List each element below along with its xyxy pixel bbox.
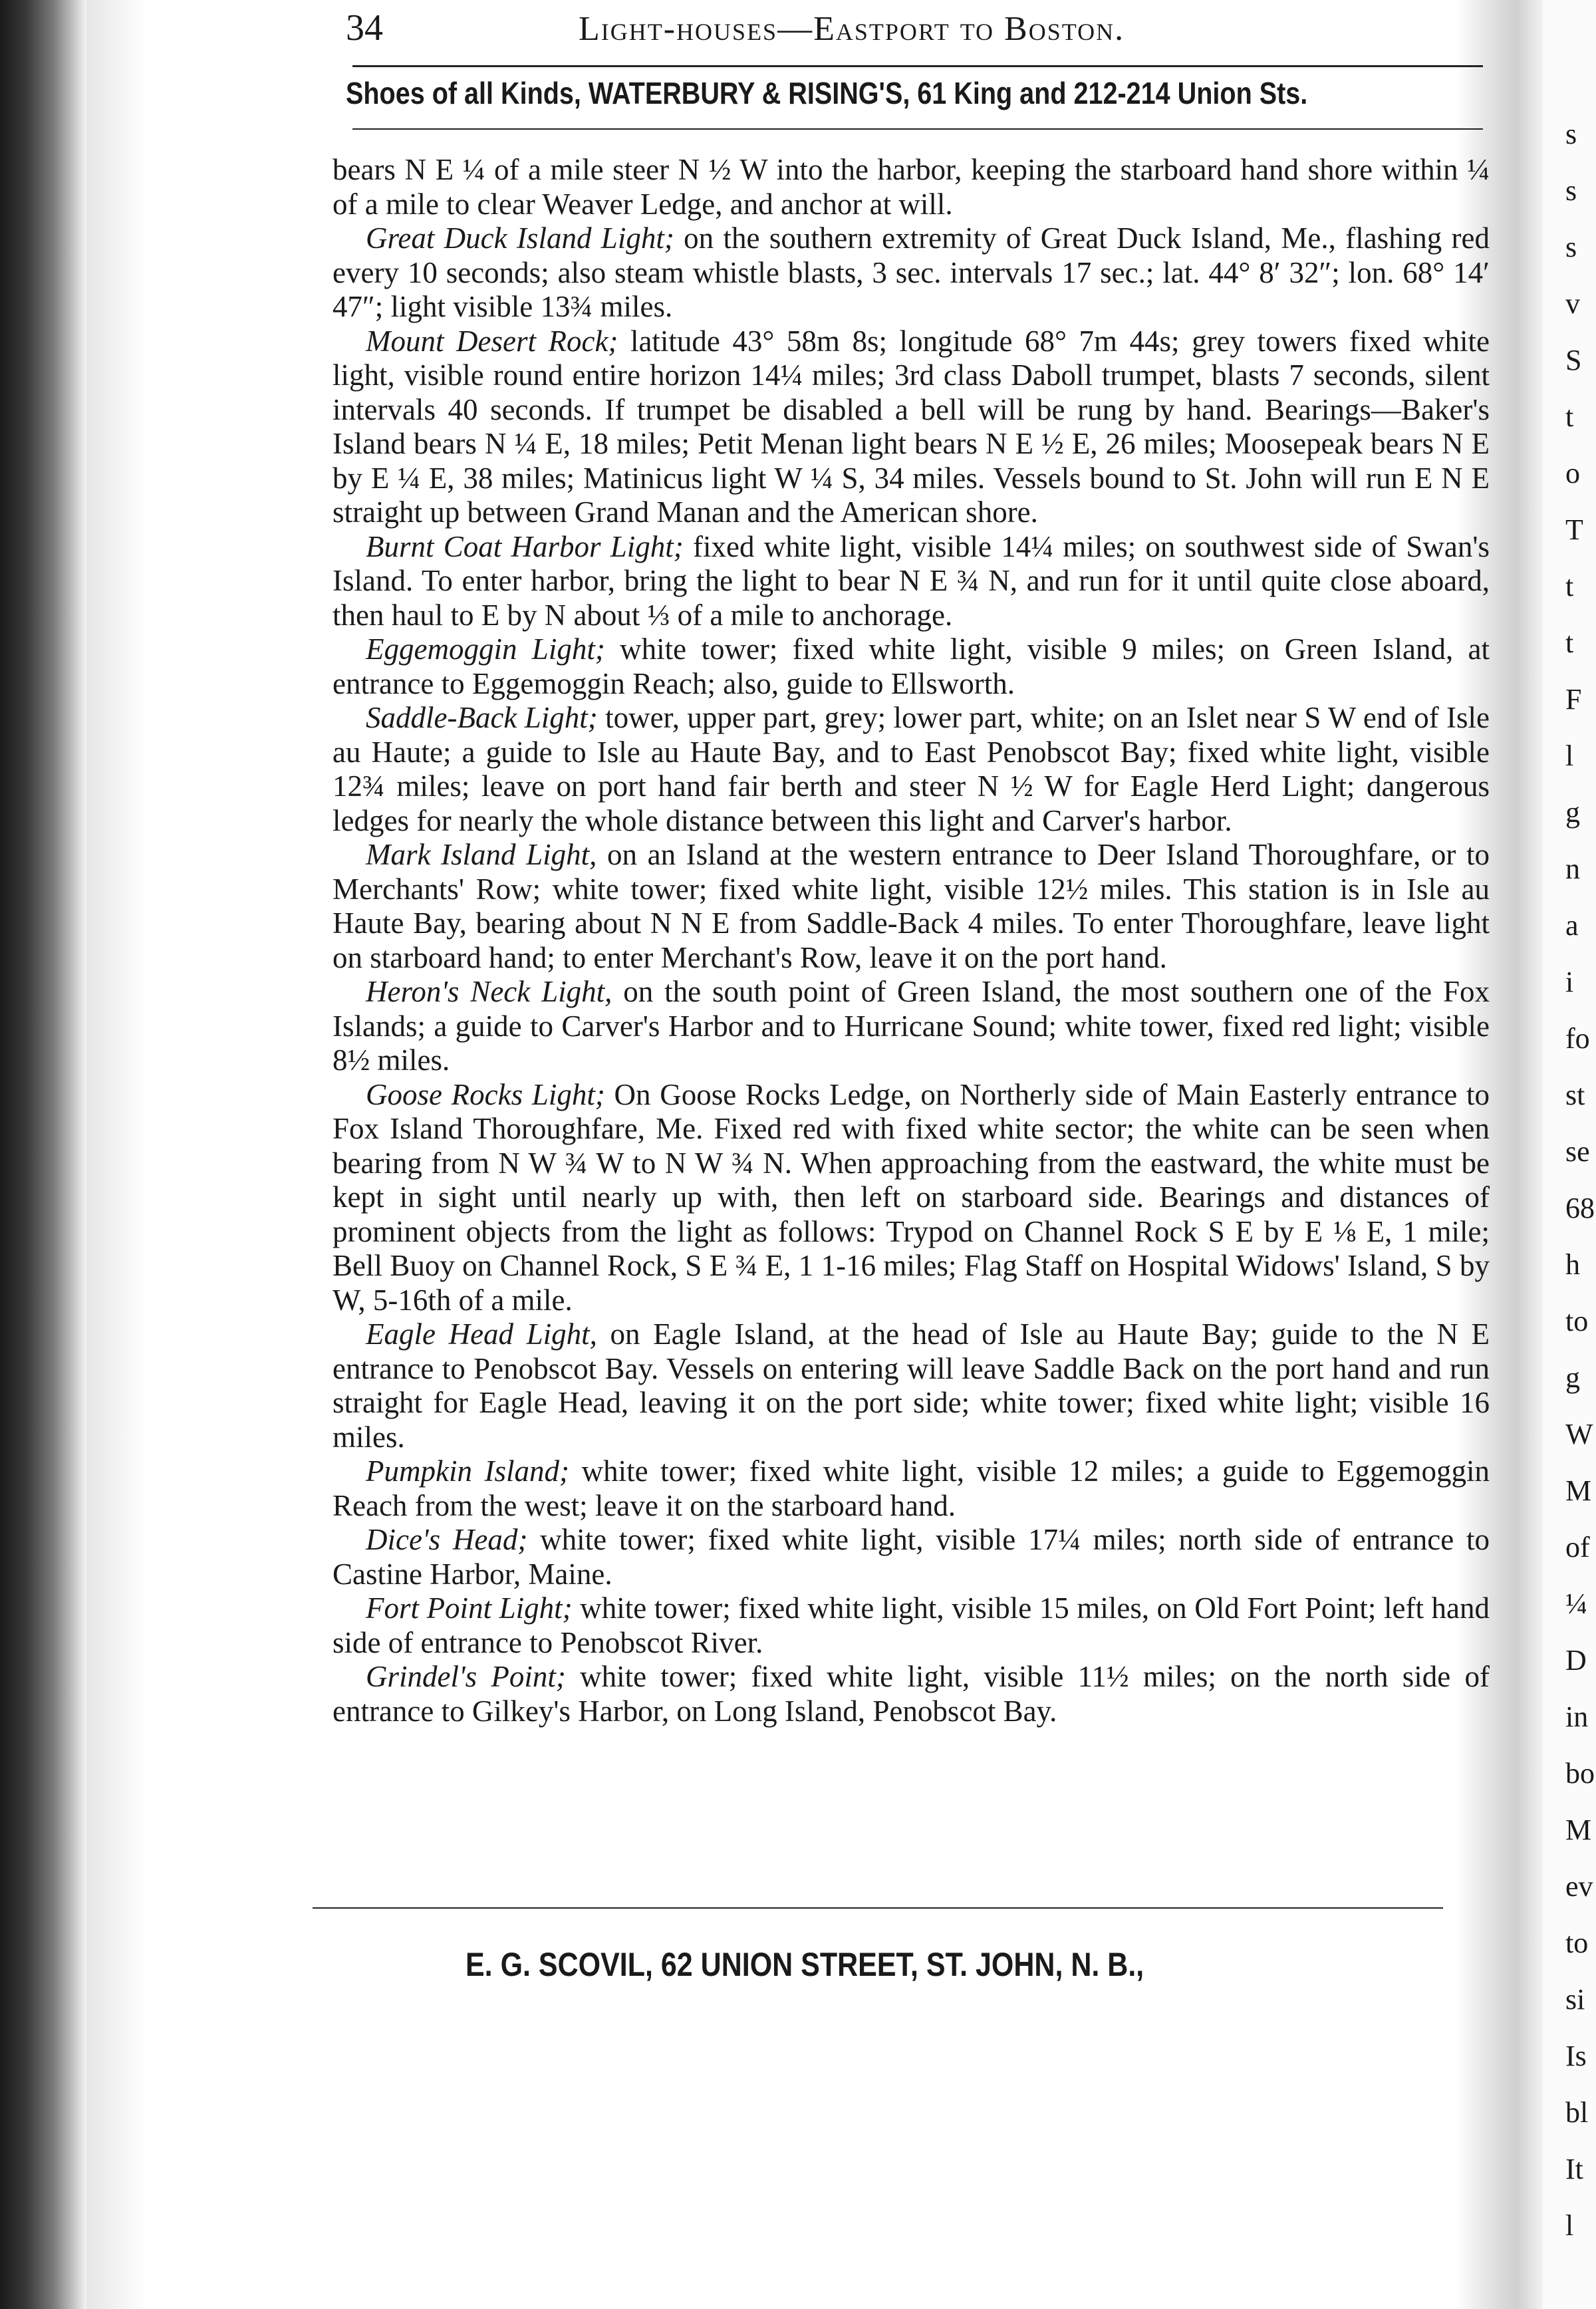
facing-page-fragment: of: [1565, 1531, 1590, 1563]
lighthouse-description: latitude 43° 58m 8s; longitude 68° 7m 44s; grey towers fixed white light, visible round entire horizon 14¼ miles; 3rd class Daboll trumpet, blasts 7 seconds, silent intervals 40 seconds. If trumpet be disabled a bell will be rung by hand. Bearings—Baker's Island bears N ¼ E, 18 miles; Petit Menan light bears N E ½ E, 26 miles; Moosepeak bears N E by E ¼ E, 38 miles; Matinicus light W ¼ S, 34 miles. Vessels bound to St. John will run E N E straight up between Grand Manan and the American shore.: [332, 324, 1490, 529]
lighthouse-description: white tower; fixed white light, visible 11½ miles; on the north side of entrance to Gilkey's Harbor, on Long Island, Penobscot Bay.: [332, 1660, 1490, 1728]
lighthouse-description: on an Island at the western entrance to Deer Island Thoroughfare, or to Merchants' Row; white tower; fixed white light, visible 12½ miles. This station is in Isle au Haute Bay, bearing about N N E from Saddle-Back 4 miles. To enter Thoroughfare, leave light on starboard hand; to enter Merchant's Row, leave it on the port hand.: [332, 838, 1490, 974]
book-spine-shadow: [0, 0, 86, 2309]
lighthouse-entry: [332, 325, 1490, 530]
facing-page-fragment: t: [1565, 570, 1574, 603]
facing-page-fragment: Is: [1565, 2040, 1587, 2072]
lighthouse-entry: [332, 701, 1490, 838]
page-edge-shading: [86, 0, 146, 2309]
facing-page-fragment: in: [1565, 1700, 1589, 1733]
facing-page-fragment: F: [1565, 683, 1582, 716]
lighthouse-description: on the southern extremity of Great Duck Island, Me., flashing red every 10 seconds; also steam whistle blasts, 3 sec. intervals 17 sec.; lat. 44° 8′ 32″; lon. 68° 14′ 47″; light visible 13¾ miles.: [332, 221, 1490, 323]
facing-page-fragment: S: [1565, 344, 1582, 376]
lighthouse-entries: [332, 153, 1490, 1899]
footer-rule: [313, 1907, 1443, 1909]
lighthouse-name: Mount Desert Rock;: [366, 324, 618, 358]
lighthouse-entry: [332, 153, 1490, 221]
facing-page-fragment: T: [1565, 513, 1583, 546]
lighthouse-name: Saddle-Back Light;: [366, 701, 598, 734]
facing-page-fragment: o: [1565, 457, 1580, 489]
facing-page-fragment: g: [1565, 1361, 1580, 1394]
facing-page-fragment: se: [1565, 1135, 1590, 1168]
lighthouse-description: tower, upper part, grey; lower part, white; on an Islet near S W end of Isle au Haute; a guide to Isle au Haute Bay, and to East Penobscot Bay; fixed white light, visible 12¾ miles; leave on port hand fair berth and steer N ½ W for Eagle Herd Light; dangerous ledges for nearly the whole distance between this light and Carver's harbor.: [332, 701, 1490, 837]
lighthouse-entry: [332, 1317, 1490, 1454]
lighthouse-name: Fort Point Light;: [366, 1591, 573, 1625]
lighthouse-name: Burnt Coat Harbor Light;: [366, 529, 684, 563]
top-advertisement: Shoes of all Kinds, WATERBURY & RISING'S, 61 King and 212-214 Union Sts.: [346, 76, 1308, 110]
lighthouse-description: fixed white light, visible 14¼ miles; on southwest side of Swan's Island. To enter harbor, bring the light to bear N E ¾ N, and run for it until quite close aboard, then haul to E by N about ⅓ of a mile to anchorage.: [332, 529, 1490, 632]
lighthouse-description: on the south point of Green Island, the most southern one of the Fox Islands; a guide to Carver's Harbor and to Hurricane Sound; white tower, fixed red light; visible 8½ miles.: [332, 975, 1490, 1077]
facing-page-fragment: M: [1565, 1474, 1592, 1507]
facing-page-fragment: i: [1565, 966, 1574, 998]
lighthouse-entry: [332, 1660, 1490, 1728]
facing-page-fragment: h: [1565, 1248, 1580, 1281]
lighthouse-description: bears N E ¼ of a mile steer N ½ W into the harbor, keeping the starboard hand shore within ¼ of a mile to clear Weaver Ledge, and anchor at will.: [332, 153, 1490, 221]
lighthouse-name: Mark Island Light,: [366, 838, 597, 871]
ad-rule: [352, 128, 1483, 130]
header-rule: [352, 65, 1483, 67]
facing-page-fragment: ¼: [1565, 1587, 1587, 1620]
page-number: 34: [346, 7, 383, 49]
facing-page-fragment: s: [1565, 174, 1577, 207]
facing-page-fragment: M: [1565, 1814, 1592, 1846]
facing-page-edge: [1543, 0, 1596, 2309]
lighthouse-entry: [332, 632, 1490, 701]
lighthouse-name: Grindel's Point;: [366, 1660, 566, 1693]
lighthouse-entry: [332, 975, 1490, 1078]
facing-page-fragment: t: [1565, 400, 1574, 433]
facing-page-fragment: st: [1565, 1079, 1585, 1111]
facing-page-fragment: a: [1565, 909, 1579, 942]
lighthouse-entry: [332, 1078, 1490, 1318]
lighthouse-description: On Goose Rocks Ledge, on Northerly side of Main Easterly entrance to Fox Island Thoroughfare, Me. Fixed red with fixed white sector; the white can be seen when bearing from N W ¾ W to N W ¾ N. When approaching from the eastward, the white must be kept in sight until nearly up with, then left on starboard side. Bearings and distances of prominent objects from the light as follows: Trypod on Channel Rock S E by E ⅛ E, 1 mile; Bell Buoy on Channel Rock, S E ¾ E, 1 1-16 miles; Flag Staff on Hospital Widows' Island, S by W, 5-16th of a mile.: [332, 1077, 1490, 1317]
facing-page-fragment: s: [1565, 231, 1577, 263]
lighthouse-name: Dice's Head;: [366, 1523, 528, 1556]
lighthouse-name: Eagle Head Light,: [366, 1317, 597, 1351]
lighthouse-name: Goose Rocks Light;: [366, 1077, 605, 1111]
facing-page-fragment: bo: [1565, 1757, 1595, 1790]
lighthouse-description: white tower; fixed white light, visible 15 miles, on Old Fort Point; left hand side of entrance to Penobscot River.: [332, 1591, 1490, 1659]
facing-page-fragment: 68: [1565, 1192, 1595, 1224]
lighthouse-description: white tower; fixed white light, visible 12 miles; a guide to Eggemoggin Reach from the west; leave it on the starboard hand.: [332, 1454, 1490, 1522]
lighthouse-entry: [332, 1591, 1490, 1660]
facing-page-fragment: W: [1565, 1418, 1593, 1450]
facing-page-fragment: D: [1565, 1644, 1587, 1677]
facing-page-fragment: t: [1565, 626, 1574, 659]
lighthouse-description: white tower; fixed white light, visible 17¼ miles; north side of entrance to Castine Harbor, Maine.: [332, 1523, 1490, 1591]
facing-page-fragment: s: [1565, 118, 1577, 150]
lighthouse-name: Great Duck Island Light;: [366, 221, 674, 255]
facing-page-fragment: bl: [1565, 2096, 1589, 2129]
facing-page-fragment: to: [1565, 1927, 1589, 1959]
lighthouse-entry: [332, 221, 1490, 325]
bottom-advertisement: E. G. SCOVIL, 62 UNION STREET, ST. JOHN, N. B.,: [466, 1946, 1144, 1983]
lighthouse-entry: [332, 1454, 1490, 1523]
facing-page-fragment: l: [1565, 740, 1574, 772]
facing-page-fragment: g: [1565, 796, 1580, 829]
facing-page-fragment: v: [1565, 287, 1580, 320]
facing-page-fragment: ev: [1565, 1870, 1593, 1903]
lighthouse-name: Eggemoggin Light;: [366, 632, 605, 666]
lighthouse-name: Pumpkin Island;: [366, 1454, 570, 1488]
lighthouse-entry: [332, 838, 1490, 975]
lighthouse-name: Heron's Neck Light,: [366, 975, 612, 1008]
facing-page-fragment: It: [1565, 2153, 1583, 2185]
facing-page-fragment: si: [1565, 1983, 1585, 2016]
facing-page-fragment: l: [1565, 2209, 1574, 2242]
facing-page-fragment: n: [1565, 853, 1580, 885]
lighthouse-description: on Eagle Island, at the head of Isle au Haute Bay; guide to the N E entrance to Penobscot Bay. Vessels on entering will leave Saddle Back on the port hand and run straight for Eagle Head, leaving it on the port side; white tower; fixed white light; visible 16 miles.: [332, 1317, 1490, 1454]
lighthouse-entry: [332, 1523, 1490, 1591]
facing-page-fragment: fo: [1565, 1022, 1590, 1055]
lighthouse-description: white tower; fixed white light, visible 9 miles; on Green Island, at entrance to Eggemoggin Reach; also, guide to Ellsworth.: [332, 632, 1490, 700]
lighthouse-entry: [332, 530, 1490, 633]
page-header: [346, 7, 1503, 53]
facing-page-fragment: to: [1565, 1305, 1589, 1337]
running-head: Light-houses—Eastport to Boston.: [579, 10, 1125, 48]
